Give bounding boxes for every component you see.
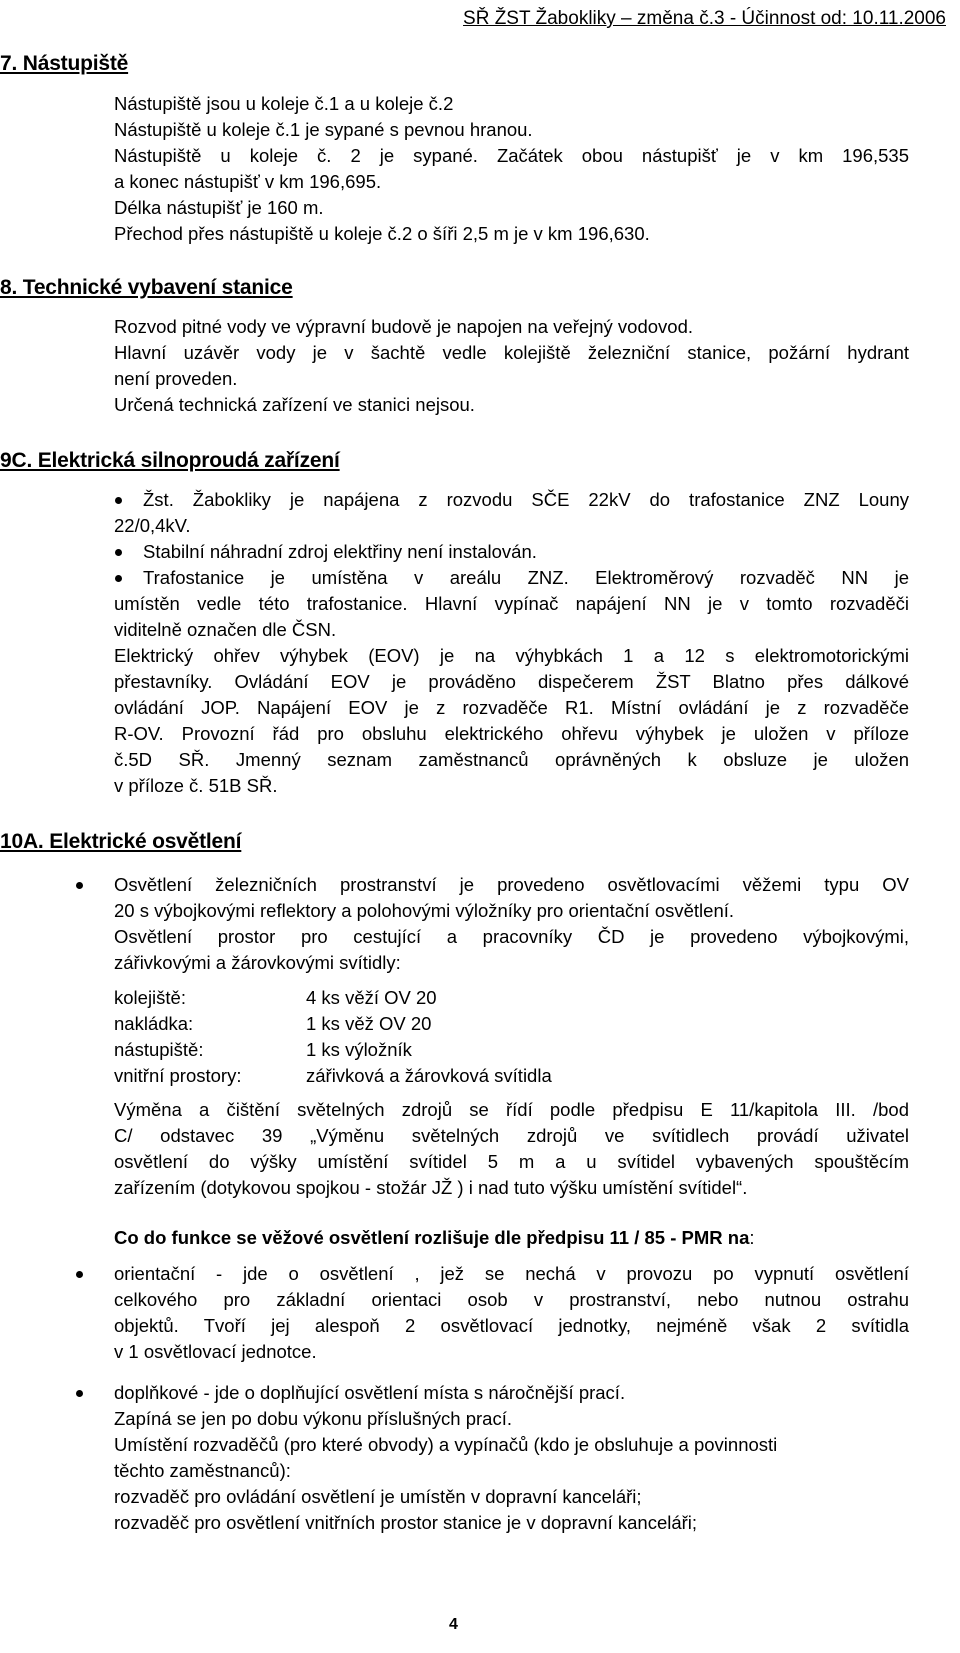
s7-line: Délka nástupišť je 160 m. (114, 197, 324, 218)
s9c-line: č.5D SŘ. Jmenný seznam zaměstnanců oprávněných k obsluze je uložen (114, 749, 909, 770)
s9c-line: v příloze č. 51B SŘ. (114, 775, 278, 796)
s10a-p1-line: 20 s výbojkovými reflektory a polohovými výložníky pro orientační osvětlení. (114, 900, 735, 921)
s9c-line: viditelně označen dle ČSN. (114, 619, 337, 640)
s10a-p1-line: Osvětlení železničních prostranství je provedeno osvětlovacími věžemi typu OV (114, 874, 909, 895)
s9c-line: R-OV. Provozní řád pro obsluhu elektrického ohřevu výhybek je uložen v příloze (114, 723, 909, 744)
s8-line: Hlavní uzávěr vody je v šachtě vedle kolejiště železniční stanice, požární hydrant (114, 342, 909, 363)
s9c-line: Žst. Žabokliky je napájena z rozvodu SČE 22kV do trafostanice ZNZ Louny (143, 489, 909, 510)
lighting-table-value: 4 ks věží OV 20 (306, 987, 437, 1008)
lighting-function-subheading (114, 1227, 755, 1249)
page-number: 4 (449, 1616, 458, 1633)
s10a-p2-line: Výměna a čištění světelných zdrojů se řídí podle předpisu E 11/kapitola III. /bod (114, 1099, 909, 1120)
lighting-table-value: zářivková a žárovková svítidla (306, 1065, 552, 1086)
s7-line: Nástupiště u koleje č.1 je sypané s pevnou hranou. (114, 119, 533, 140)
lighting-table-value: 1 ks věž OV 20 (306, 1013, 432, 1034)
bullet-icon (76, 1271, 83, 1278)
lighting-table-value: 1 ks výložník (306, 1039, 412, 1060)
item2-line: doplňkové - jde o doplňující osvětlení místa s náročnější prací. (114, 1382, 626, 1403)
s10a-p2-line: osvětlení do výšky umístění svítidel 5 m a u svítidel vybavených spouštěcím (114, 1151, 909, 1172)
lighting-table-label: kolejiště: (114, 987, 186, 1008)
s8-line: není proveden. (114, 368, 238, 389)
document-header: SŘ ŽST Žabokliky – změna č.3 - Účinnost od: 10.11.2006 (463, 8, 946, 29)
item2-line: rozvaděč pro osvětlení vnitřních prostor stanice je v dopravní kanceláři; (114, 1512, 698, 1533)
item2-line: Umístění rozvaděčů (pro které obvody) a vypínačů (kdo je obsluhuje a povinnosti (114, 1434, 778, 1455)
s7-line: Nástupiště u koleje č. 2 je sypané. Začátek obou nástupišť je v km 196,535 (114, 145, 909, 166)
s7-line: a konec nástupišť v km 196,695. (114, 171, 382, 192)
item1-line: v 1 osvětlovací jednotce. (114, 1341, 317, 1362)
s9c-line: umístěn vedle této trafostanice. Hlavní vypínač napájení NN je v tomto rozvaděči (114, 593, 909, 614)
s9c-line: přestavníky. Ovládání EOV je prováděno dispečerem ŽST Blatno přes dálkové (114, 671, 909, 692)
s7-line: Přechod přes nástupiště u koleje č.2 o šíři 2,5 m je v km 196,630. (114, 223, 650, 244)
lighting-table-label: vnitřní prostory: (114, 1065, 242, 1086)
bullet-icon (115, 575, 122, 582)
section-7-heading: 7. Nástupiště (0, 52, 129, 75)
item2-line: těchto zaměstnanců): (114, 1460, 291, 1481)
bullet-icon (115, 549, 122, 556)
lighting-table-label: nástupiště: (114, 1039, 204, 1060)
s10a-p1-line: Osvětlení prostor pro cestující a pracovníky ČD je provedeno výbojkovými, (114, 926, 909, 947)
s9c-line: Stabilní náhradní zdroj elektřiny není instalován. (143, 541, 537, 562)
section-8-heading: 8. Technické vybavení stanice (0, 276, 293, 299)
s10a-p2-line: C/ odstavec 39 „Výměnu světelných zdrojů ve svítidlech provádí uživatel (114, 1125, 909, 1146)
s9c-line: Trafostanice je umístěna v areálu ZNZ. Elektroměrový rozvaděč NN je (143, 567, 909, 588)
lighting-table-label: nakládka: (114, 1013, 194, 1034)
s8-line: Rozvod pitné vody ve výpravní budově je napojen na veřejný vodovod. (114, 316, 694, 337)
item2-line: rozvaděč pro ovládání osvětlení je umístěn v dopravní kanceláři; (114, 1486, 642, 1507)
s7-line: Nástupiště jsou u koleje č.1 a u koleje č.2 (114, 93, 454, 114)
s10a-p2-line: zařízením (dotykovou spojkou - stožár JŽ ) i nad tuto výšku umístění svítidel“. (114, 1177, 748, 1198)
item1-line: orientační - jde o osvětlení , jež se nechá v provozu po vypnutí osvětlení (114, 1263, 909, 1284)
item1-line: celkového pro základní orientaci osob v prostranství, nebo nutnou ostrahu (114, 1289, 909, 1310)
s9c-line: ovládání JOP. Napájení EOV je z rozvaděče R1. Místní ovládání je z rozvaděče (114, 697, 909, 718)
section-10a-heading: 10A. Elektrické osvětlení (0, 830, 242, 853)
s8-line: Určená technická zařízení ve stanici nejsou. (114, 394, 475, 415)
s9c-line: Elektrický ohřev výhybek (EOV) je na výhybkách 1 a 12 s elektromotorickými (114, 645, 909, 666)
item1-line: objektů. Tvoří jej alespoň 2 osvětlovací jednotky, nejméně však 2 svítidla (114, 1315, 909, 1336)
subheading-colon: : (749, 1227, 755, 1248)
bullet-icon (76, 1390, 83, 1397)
section-9c-heading: 9C. Elektrická silnoproudá zařízení (0, 449, 340, 472)
s10a-p1-line: zářivkovými a žárovkovými svítidly: (114, 952, 401, 973)
item2-line: Zapíná se jen po dobu výkonu příslušných prací. (114, 1408, 512, 1429)
s9c-line: 22/0,4kV. (114, 515, 191, 536)
subheading-bold-text: Co do funkce se věžové osvětlení rozlišuje dle předpisu 11 / 85 - PMR na (114, 1227, 750, 1248)
bullet-icon (76, 882, 83, 889)
bullet-icon (115, 497, 122, 504)
